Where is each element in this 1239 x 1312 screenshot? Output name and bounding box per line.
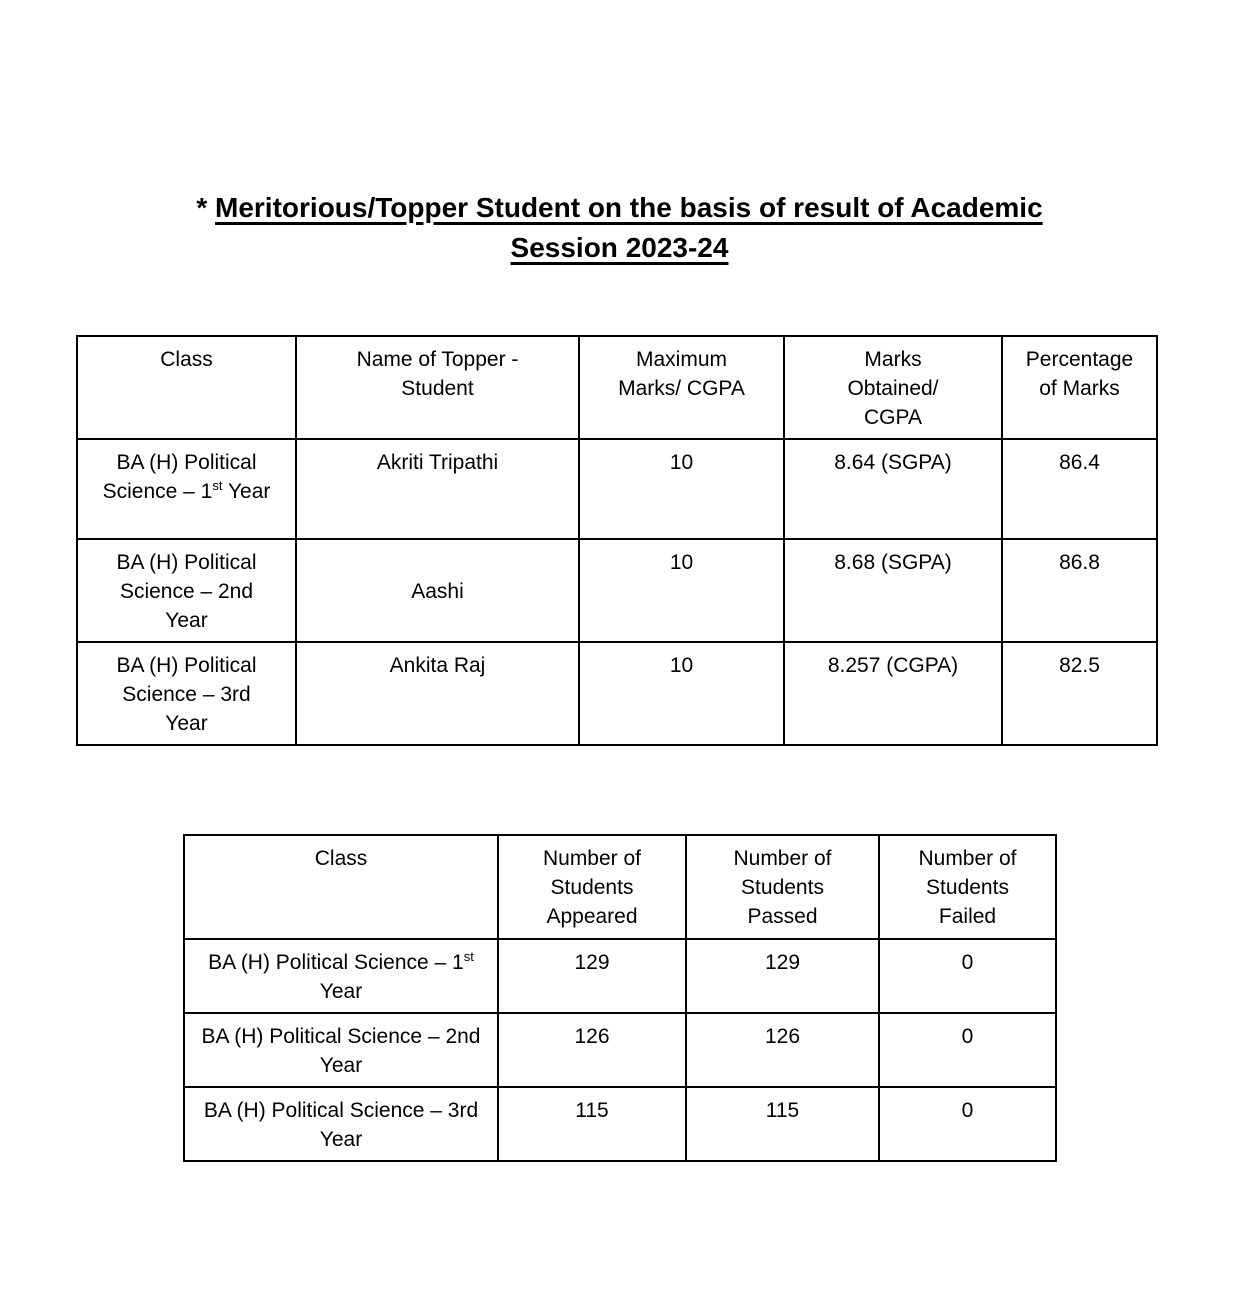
title-text-underlined: Meritorious/Topper Student on the basis of result of Academic [215, 192, 1043, 223]
cell-topper-name: Ankita Raj [296, 642, 579, 745]
cell-students-appeared: 115 [498, 1087, 686, 1161]
header-cell-topper-name: Name of Topper - Student [296, 336, 579, 439]
results-table-container [183, 834, 1057, 1162]
results-table-row-1 [184, 939, 1056, 1013]
topper-table [76, 335, 1158, 746]
cell-marks-obtained: 8.257 (CGPA) [784, 642, 1002, 745]
topper-table-header-row [77, 336, 1157, 439]
cell-students-appeared: 126 [498, 1013, 686, 1087]
header-cell-max-marks: Maximum Marks/ CGPA [579, 336, 784, 439]
cell-max-marks: 10 [579, 539, 784, 642]
cell-topper-name: Akriti Tripathi [296, 439, 579, 539]
cell-marks-obtained: 8.64 (SGPA) [784, 439, 1002, 539]
ordinal-superscript: st [212, 478, 223, 493]
header-cell-percentage: Percentage of Marks [1002, 336, 1157, 439]
document-title [0, 188, 1239, 268]
cell-students-failed: 0 [879, 1013, 1056, 1087]
topper-table-row-1 [77, 439, 1157, 539]
cell-class: BA (H) Political Science – 1st Year [77, 439, 296, 539]
cell-class: BA (H) Political Science – 3rd Year [184, 1087, 498, 1161]
document-title-line-1 [0, 188, 1239, 228]
topper-table-container [76, 335, 1158, 746]
header-cell-students-appeared: Number of Students Appeared [498, 835, 686, 939]
title-session-underlined: Session 2023-24 [510, 232, 729, 263]
cell-topper-name: Aashi [296, 539, 579, 642]
topper-table-row-2 [77, 539, 1157, 642]
cell-students-failed: 0 [879, 1087, 1056, 1161]
title-asterisk: * [196, 192, 216, 223]
header-cell-marks-obtained: Marks Obtained/ CGPA [784, 336, 1002, 439]
cell-students-failed: 0 [879, 939, 1056, 1013]
header-cell-students-failed: Number of Students Failed [879, 835, 1056, 939]
cell-students-passed: 129 [686, 939, 879, 1013]
header-cell-class: Class [77, 336, 296, 439]
cell-percentage: 86.8 [1002, 539, 1157, 642]
results-table-row-2 [184, 1013, 1056, 1087]
cell-percentage: 86.4 [1002, 439, 1157, 539]
cell-students-passed: 115 [686, 1087, 879, 1161]
cell-class: BA (H) Political Science – 2nd Year [184, 1013, 498, 1087]
cell-marks-obtained: 8.68 (SGPA) [784, 539, 1002, 642]
cell-class: BA (H) Political Science – 2nd Year [77, 539, 296, 642]
cell-students-passed: 126 [686, 1013, 879, 1087]
results-table-row-3 [184, 1087, 1056, 1161]
cell-percentage: 82.5 [1002, 642, 1157, 745]
document-title-line-2 [0, 228, 1239, 268]
ordinal-superscript: st [463, 949, 474, 964]
results-table [183, 834, 1057, 1162]
cell-class: BA (H) Political Science – 3rd Year [77, 642, 296, 745]
cell-max-marks: 10 [579, 642, 784, 745]
cell-class: BA (H) Political Science – 1st Year [184, 939, 498, 1013]
topper-table-row-3 [77, 642, 1157, 745]
header-cell-class: Class [184, 835, 498, 939]
results-table-header-row [184, 835, 1056, 939]
header-cell-students-passed: Number of Students Passed [686, 835, 879, 939]
cell-students-appeared: 129 [498, 939, 686, 1013]
cell-max-marks: 10 [579, 439, 784, 539]
